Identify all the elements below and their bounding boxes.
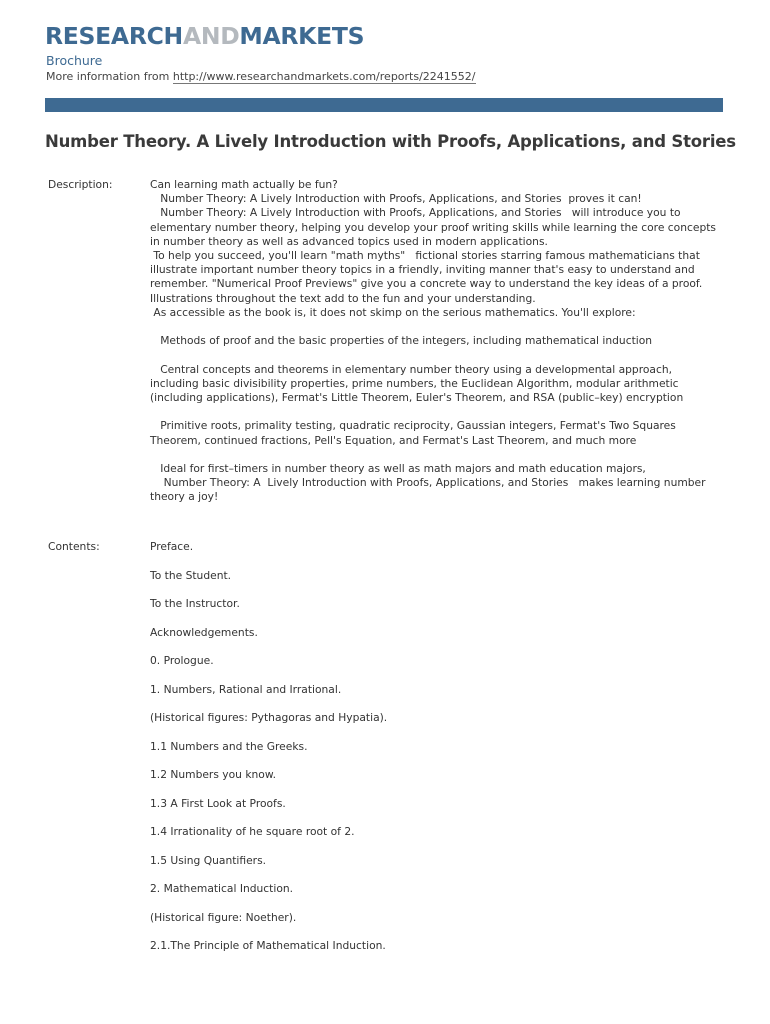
contents-item: 1.5 Using Quantifiers. <box>150 853 267 867</box>
contents-item: To the Instructor. <box>150 597 240 610</box>
more-info-prefix: More information from <box>46 70 173 83</box>
contents-item: 1.3 A First Look at Proofs. <box>150 796 286 810</box>
contents-item: (Historical figure: Noether). <box>150 910 297 924</box>
contents-item: 1. Numbers, Rational and Irrational. <box>150 682 342 696</box>
contents-item: To the Student. <box>150 568 232 582</box>
description-label: Description: <box>48 178 113 191</box>
description-paragraph: Can learning math actually be fun? Number Theory: A Lively Introduction with Proofs, Applications, and Stories proves it can! Number Theory: A Lively Introduction with Proofs, Applications, and Stories will introduce you to elementary number theory, helping you develop your proof writing skills while learning the core concepts in number theory as well as advanced topics used in modern applications. To help you succeed, you'll learn "math myths" fictional stories starring famous mathematicians that illustrate important number theory topics in a friendly, inviting manner that's easy to understand and remember. "Numerical Proof Previews" give you a concrete way to understand the key ideas of a proof. Illustrations throughout the text add to the fun and your understanding. As accessible as the book is, it does not skimp on the serious mathematics. You'll explore: <box>150 178 716 319</box>
report-url-link[interactable]: http://www.researchandmarkets.com/reports/2241552/ <box>172 70 476 83</box>
contents-label: Contents: <box>48 540 100 553</box>
brochure-label: Brochure <box>46 53 103 68</box>
contents-item: Preface. <box>150 540 194 553</box>
contents-list <box>150 540 722 968</box>
contents-item: 2. Mathematical Induction. <box>150 882 294 895</box>
contents-item: 0. Prologue. <box>150 654 214 667</box>
contents-item: 1.2 Numbers you know. <box>150 768 276 781</box>
logo-and: AND <box>182 22 240 50</box>
description-paragraph: Primitive roots, primality testing, quadratic reciprocity, Gaussian integers, Fermat's Two Squares Theorem, continued fractions, Pell's Equation, and Fermat's Last Theorem, and much more <box>150 419 680 447</box>
researchandmarkets-logo[interactable] <box>45 22 364 50</box>
report-title: Number Theory. A Lively Introduction with Proofs, Applications, and Stories <box>45 132 736 151</box>
header-divider-bar <box>45 98 723 112</box>
description-body <box>150 178 722 505</box>
contents-item: (Historical figures: Pythagoras and Hypatia). <box>150 711 388 724</box>
contents-item: 2.1.The Principle of Mathematical Induction. <box>150 939 386 952</box>
contents-item: 1.1 Numbers and the Greeks. <box>150 739 308 753</box>
more-info-line <box>46 70 476 84</box>
logo-markets: MARKETS <box>239 22 365 50</box>
description-paragraph: Ideal for first–timers in number theory as well as math majors and math education majors, Number Theory: A Lively Introduction with Proofs, Applications, and Stories makes learning number theory a joy! <box>150 462 706 504</box>
description-paragraph: Methods of proof and the basic properties of the integers, including mathematical induction <box>150 334 653 348</box>
description-paragraph: Central concepts and theorems in elementary number theory using a developmental approach, including basic divisibility properties, prime numbers, the Euclidean Algorithm, modular arithmetic (including applications), Fermat's Little Theorem, Euler's Theorem, and RSA (public–key) encryption <box>150 362 684 405</box>
contents-item: 1.4 Irrationality of he square root of 2. <box>150 825 355 838</box>
logo-research: RESEARCH <box>45 22 183 50</box>
contents-item: Acknowledgements. <box>150 625 258 639</box>
